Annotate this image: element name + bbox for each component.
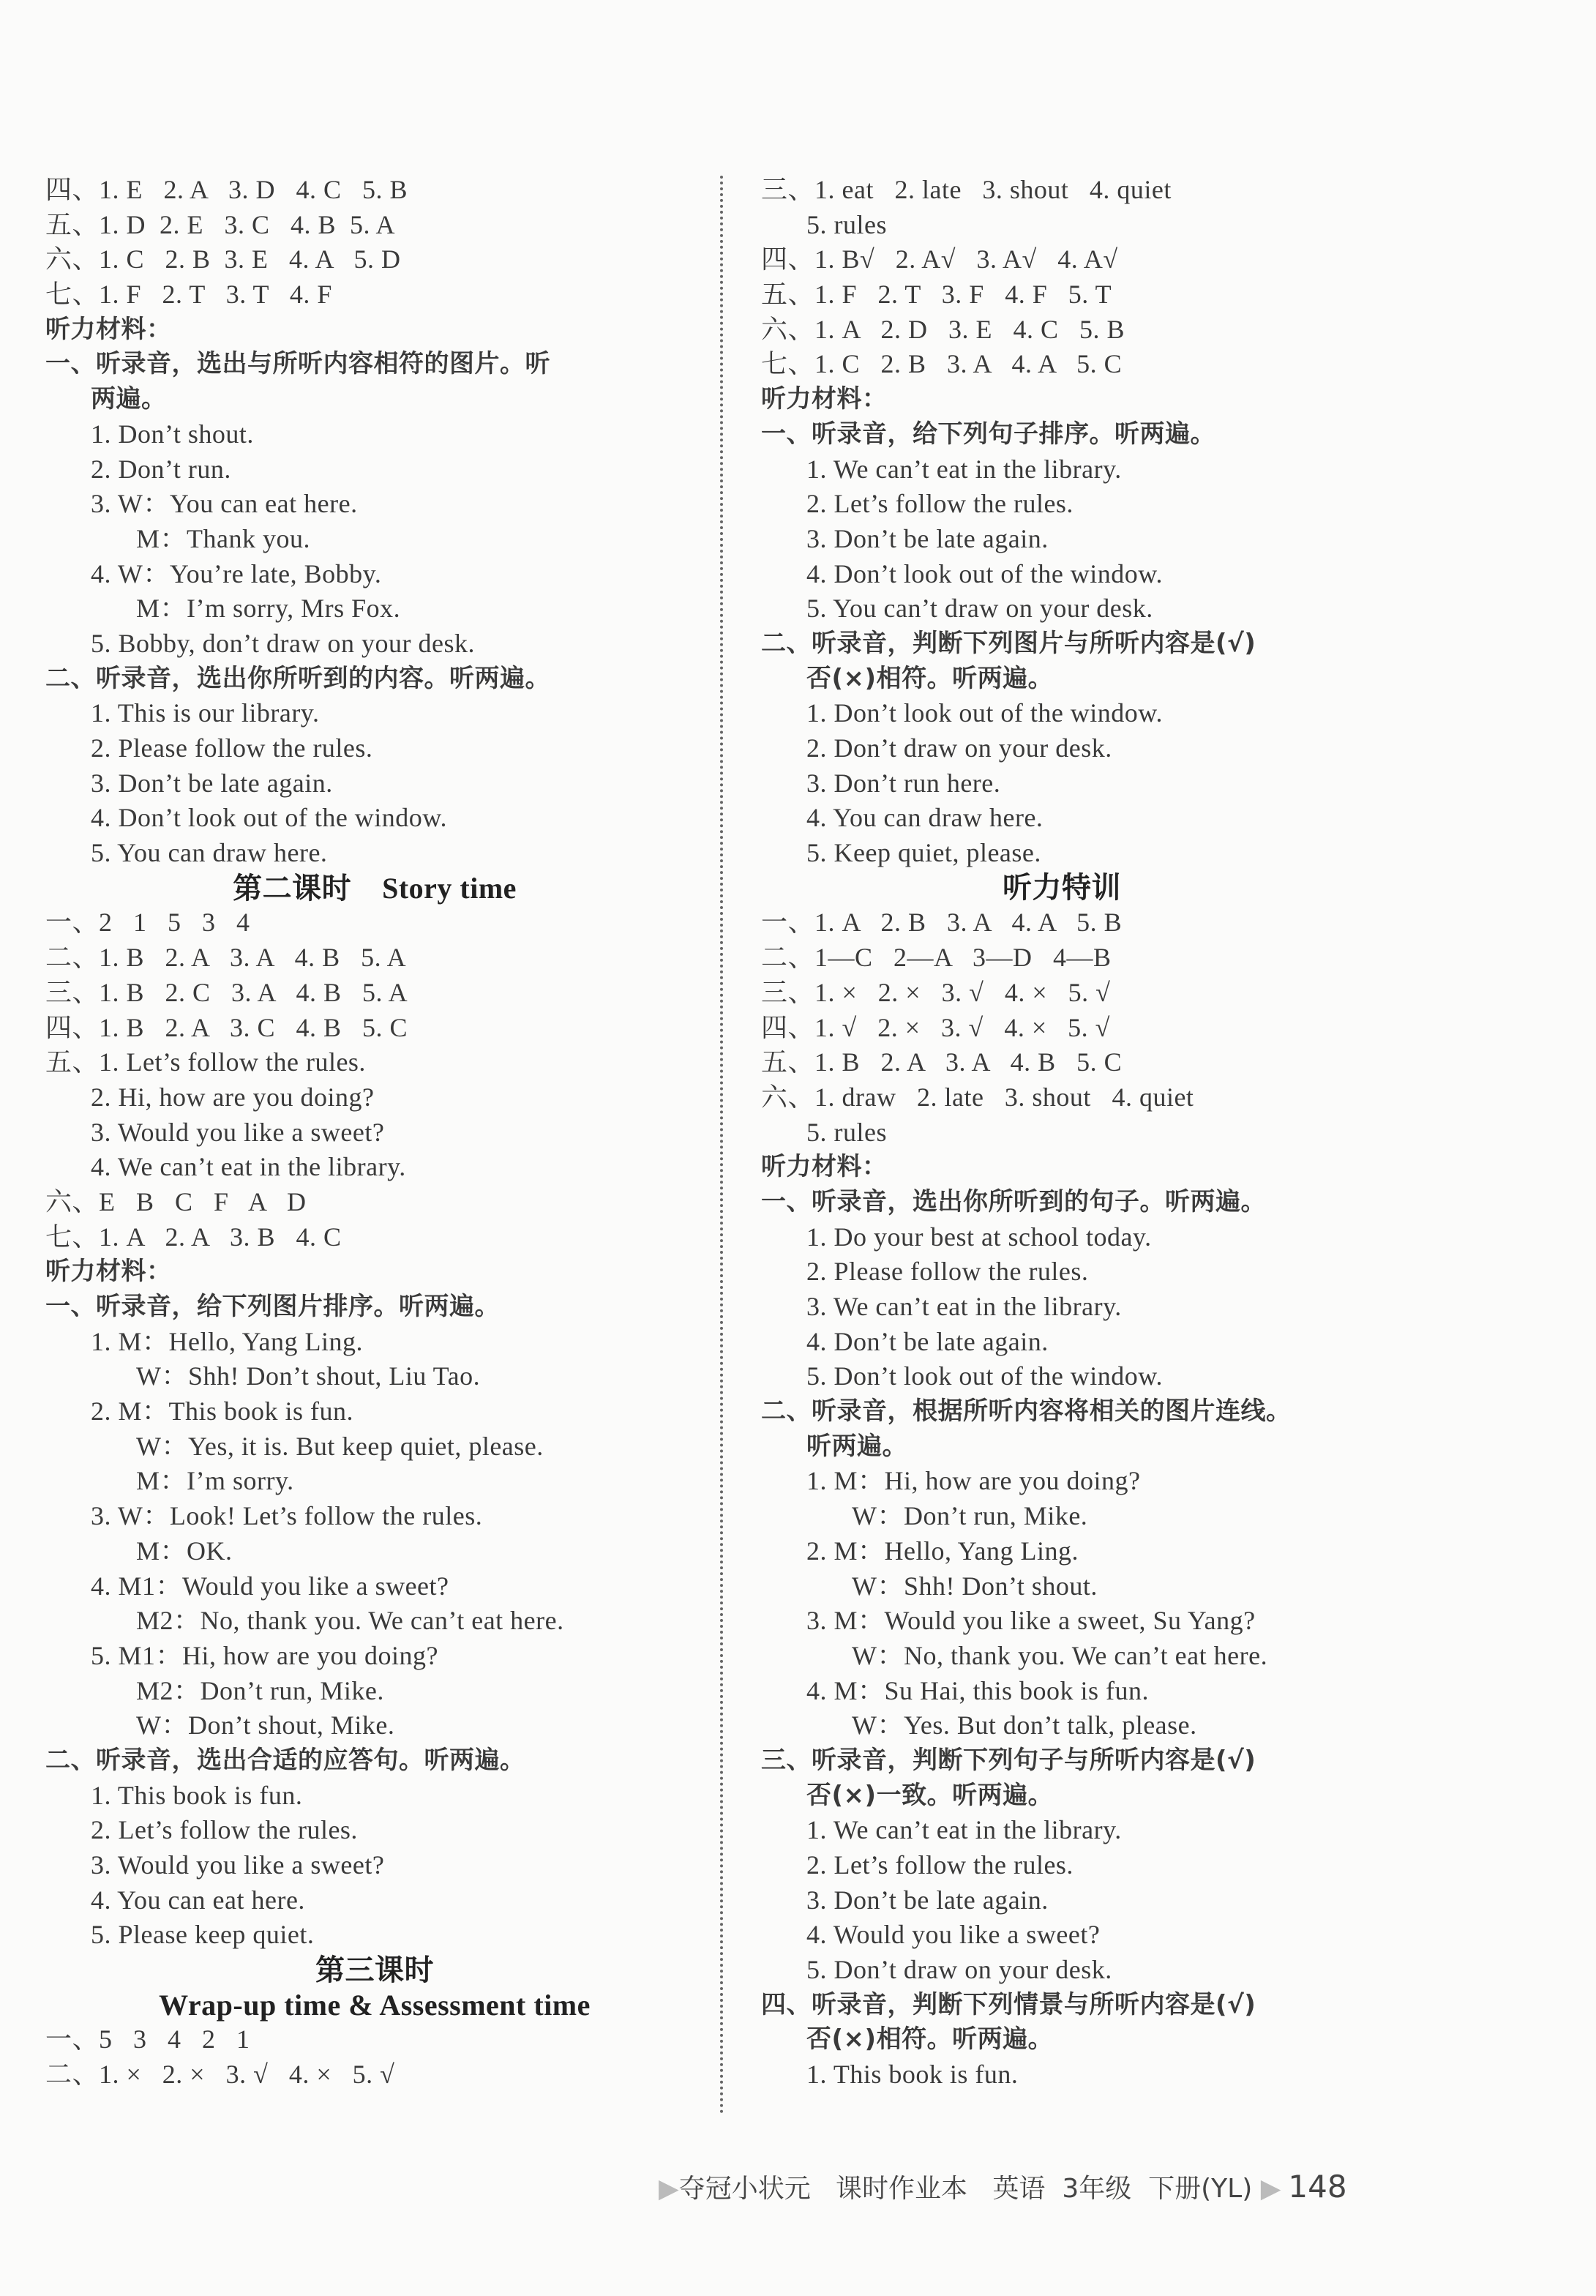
answer-line: W：Shh! Don’t shout, Liu Tao.: [136, 1361, 481, 1391]
answer-line: 3. Would you like a sweet?: [91, 1850, 385, 1880]
answer-line: 1. Don’t look out of the window.: [806, 698, 1163, 728]
section-heading: 听力特训: [1003, 870, 1121, 905]
answer-line: 2. M：Hello, Yang Ling.: [806, 1536, 1079, 1566]
answer-line: 四、1. E 2. A 3. D 4. C 5. B: [45, 175, 408, 204]
answer-line: 1. This book is fun.: [91, 1780, 303, 1810]
answer-line: 5. Don’t look out of the window.: [806, 1361, 1163, 1391]
footer-grade: 3年级: [1062, 2174, 1132, 2204]
answer-line: 4. M：Su Hai, this book is fun.: [806, 1675, 1150, 1705]
question-instruction: 听力材料：: [45, 1257, 172, 1287]
question-instruction: 一、听录音，选出与所听内容相符的图片。听: [45, 349, 550, 379]
answer-line: 5. M1：Hi, how are you doing?: [91, 1640, 438, 1670]
answer-line: M：I’m sorry, Mrs Fox.: [136, 594, 401, 624]
answer-line: 五、1. D 2. E 3. C 4. B 5. A: [45, 209, 396, 239]
column-divider: [720, 176, 723, 2115]
question-instruction: 否(×)相符。听两遍。: [806, 2024, 1054, 2054]
answer-line: 3. Would you like a sweet?: [91, 1117, 385, 1147]
answer-line: M2：Don’t run, Mike.: [136, 1675, 384, 1705]
footer-subject: 英语: [992, 2174, 1046, 2204]
answer-line: 三、1. B 2. C 3. A 4. B 5. A: [45, 977, 408, 1007]
answer-line: 四、1. B 2. A 3. C 4. B 5. C: [45, 1012, 408, 1042]
answer-line: 2. Please follow the rules.: [91, 733, 373, 763]
answer-line: W：Don’t shout, Mike.: [136, 1710, 395, 1740]
answer-line: M：OK.: [136, 1536, 233, 1566]
answer-line: 2. Let’s follow the rules.: [806, 1850, 1074, 1880]
arrow-icon: ▶: [1260, 2174, 1281, 2204]
answer-line: 2. Don’t run.: [91, 454, 231, 484]
question-instruction: 二、听录音，根据所听内容将相关的图片连线。: [761, 1396, 1292, 1426]
answer-line: 4. M1：Would you like a sweet?: [91, 1571, 449, 1601]
section-heading: 第三课时: [315, 1953, 434, 1987]
answer-line: 二、1. B 2. A 3. A 4. B 5. A: [45, 943, 407, 973]
answer-line: 一、1. A 2. B 3. A 4. A 5. B: [761, 908, 1123, 938]
answer-line: 二、1—C 2—A 3—D 4—B: [761, 943, 1112, 973]
question-instruction: 一、听录音，选出你所听到的句子。听两遍。: [761, 1186, 1266, 1216]
question-instruction: 两遍。: [91, 384, 167, 414]
answer-line: 5. rules: [806, 1117, 887, 1147]
answer-line: 五、1. B 2. A 3. A 4. B 5. C: [761, 1047, 1123, 1077]
answer-line: 4. Don’t look out of the window.: [91, 803, 447, 833]
answer-line: 2. Don’t draw on your desk.: [806, 733, 1112, 763]
answer-line: 1. Don’t shout.: [91, 419, 254, 449]
answer-line: 4. Don’t look out of the window.: [806, 558, 1163, 588]
question-instruction: 听力材料：: [45, 314, 172, 344]
question-instruction: 听力材料：: [761, 384, 888, 414]
answer-line: 七、1. A 2. A 3. B 4. C: [45, 1222, 342, 1252]
question-instruction: 一、听录音，给下列句子排序。听两遍。: [761, 419, 1215, 449]
answer-line: 一、2 1 5 3 4: [45, 908, 250, 938]
answer-line: 2. Please follow the rules.: [806, 1257, 1089, 1287]
answer-line: 3. W：You can eat here.: [91, 489, 358, 519]
question-instruction: 听两遍。: [806, 1431, 907, 1461]
question-instruction: 二、听录音，判断下列图片与所听内容是(√): [761, 628, 1256, 658]
answer-line: 2. Hi, how are you doing?: [91, 1082, 375, 1112]
answer-line: 4. Don’t be late again.: [806, 1326, 1049, 1356]
question-instruction: 一、听录音，给下列图片排序。听两遍。: [45, 1292, 500, 1321]
page-number: 148: [1288, 2169, 1347, 2205]
answer-line: M：Thank you.: [136, 523, 310, 553]
answer-line: 5. Please keep quiet.: [91, 1920, 315, 1950]
answer-line: 1. This is our library.: [91, 698, 320, 728]
answer-line: 六、E B C F A D: [45, 1186, 307, 1216]
question-instruction: 三、听录音，判断下列句子与所听内容是(√): [761, 1745, 1256, 1775]
answer-line: W：No, thank you. We can’t eat here.: [852, 1640, 1268, 1670]
answer-line: 4. You can eat here.: [91, 1885, 305, 1915]
answer-line: 五、1. F 2. T 3. F 4. F 5. T: [761, 280, 1112, 310]
answer-line: 七、1. F 2. T 3. T 4. F: [45, 280, 332, 310]
answer-line: 5. You can’t draw on your desk.: [806, 594, 1153, 624]
answer-line: 3. Don’t be late again.: [806, 523, 1049, 553]
section-heading: Wrap-up time & Assessment time: [159, 1988, 591, 2022]
answer-line: 4. W：You’re late, Bobby.: [91, 558, 382, 588]
question-instruction: 四、听录音，判断下列情景与所听内容是(√): [761, 1989, 1256, 2019]
answer-line: 七、1. C 2. B 3. A 4. A 5. C: [761, 349, 1123, 379]
answer-line: 3. Don’t run here.: [806, 768, 1001, 798]
answer-line: 3. W：Look! Let’s follow the rules.: [91, 1501, 483, 1531]
answer-line: 六、1. C 2. B 3. E 4. A 5. D: [45, 244, 401, 274]
answer-line: 3. Don’t be late again.: [806, 1885, 1049, 1915]
question-instruction: 听力材料：: [761, 1152, 888, 1182]
answer-line: 四、1. √ 2. × 3. √ 4. × 5. √: [761, 1012, 1110, 1042]
footer-series: 课时作业本: [836, 2174, 968, 2204]
answer-line: 2. M：This book is fun.: [91, 1396, 354, 1426]
answer-line: W：Yes. But don’t talk, please.: [852, 1710, 1197, 1740]
answer-line: 3. M：Would you like a sweet, Su Yang?: [806, 1606, 1256, 1636]
answer-line: 1. We can’t eat in the library.: [806, 1815, 1122, 1845]
answer-line: 5. Keep quiet, please.: [806, 838, 1041, 868]
answer-line: 3. Don’t be late again.: [91, 768, 333, 798]
answer-line: M2：No, thank you. We can’t eat here.: [136, 1606, 564, 1636]
left-column: [45, 173, 704, 2093]
page-footer: [659, 2168, 1347, 2205]
arrow-icon: ▶: [659, 2174, 679, 2204]
answer-line: 六、1. draw 2. late 3. shout 4. quiet: [761, 1082, 1194, 1112]
answer-line: 4. Would you like a sweet?: [806, 1920, 1101, 1950]
answer-line: 5. Bobby, don’t draw on your desk.: [91, 628, 475, 658]
answer-line: 5. rules: [806, 209, 887, 239]
answer-line: 5. Don’t draw on your desk.: [806, 1955, 1112, 1985]
answer-line: 4. We can’t eat in the library.: [91, 1152, 406, 1182]
footer-volume: 下册(YL): [1148, 2174, 1253, 2204]
section-heading: 第二课时 Story time: [233, 871, 517, 905]
answer-line: 2. Let’s follow the rules.: [806, 489, 1074, 519]
answer-line: 三、1. eat 2. late 3. shout 4. quiet: [761, 175, 1172, 204]
answer-line: 1. We can’t eat in the library.: [806, 454, 1122, 484]
answer-line: 一、5 3 4 2 1: [45, 2024, 250, 2054]
answer-line: 四、1. B√ 2. A√ 3. A√ 4. A√: [761, 244, 1118, 274]
answer-line: 1. Do your best at school today.: [806, 1222, 1152, 1252]
answer-line: W：Don’t run, Mike.: [852, 1501, 1088, 1531]
question-instruction: 二、听录音，选出合适的应答句。听两遍。: [45, 1745, 525, 1775]
question-instruction: 二、听录音，选出你所听到的内容。听两遍。: [45, 663, 550, 693]
answer-line: 1. M：Hi, how are you doing?: [806, 1466, 1141, 1496]
answer-line: 三、1. × 2. × 3. √ 4. × 5. √: [761, 977, 1111, 1007]
answer-line: 六、1. A 2. D 3. E 4. C 5. B: [761, 314, 1125, 344]
answer-line: 5. You can draw here.: [91, 838, 328, 868]
question-instruction: 否(×)相符。听两遍。: [806, 663, 1054, 693]
answer-line: 2. Let’s follow the rules.: [91, 1815, 358, 1845]
question-instruction: 否(×)一致。听两遍。: [806, 1780, 1054, 1810]
footer-brand: 夺冠小状元: [678, 2174, 811, 2204]
answer-line: 五、1. Let’s follow the rules.: [45, 1047, 366, 1077]
answer-line: 4. You can draw here.: [806, 803, 1044, 833]
answer-line: 1. This book is fun.: [806, 2060, 1019, 2090]
answer-line: 1. M：Hello, Yang Ling.: [91, 1326, 364, 1356]
answer-line: W：Shh! Don’t shout.: [852, 1571, 1098, 1601]
answer-line: W：Yes, it is. But keep quiet, please.: [136, 1431, 544, 1461]
answer-line: 二、1. × 2. × 3. √ 4. × 5. √: [45, 2060, 395, 2090]
answer-line: M：I’m sorry.: [136, 1466, 294, 1496]
answer-line: 3. We can’t eat in the library.: [806, 1292, 1122, 1321]
right-column: [761, 173, 1420, 2093]
